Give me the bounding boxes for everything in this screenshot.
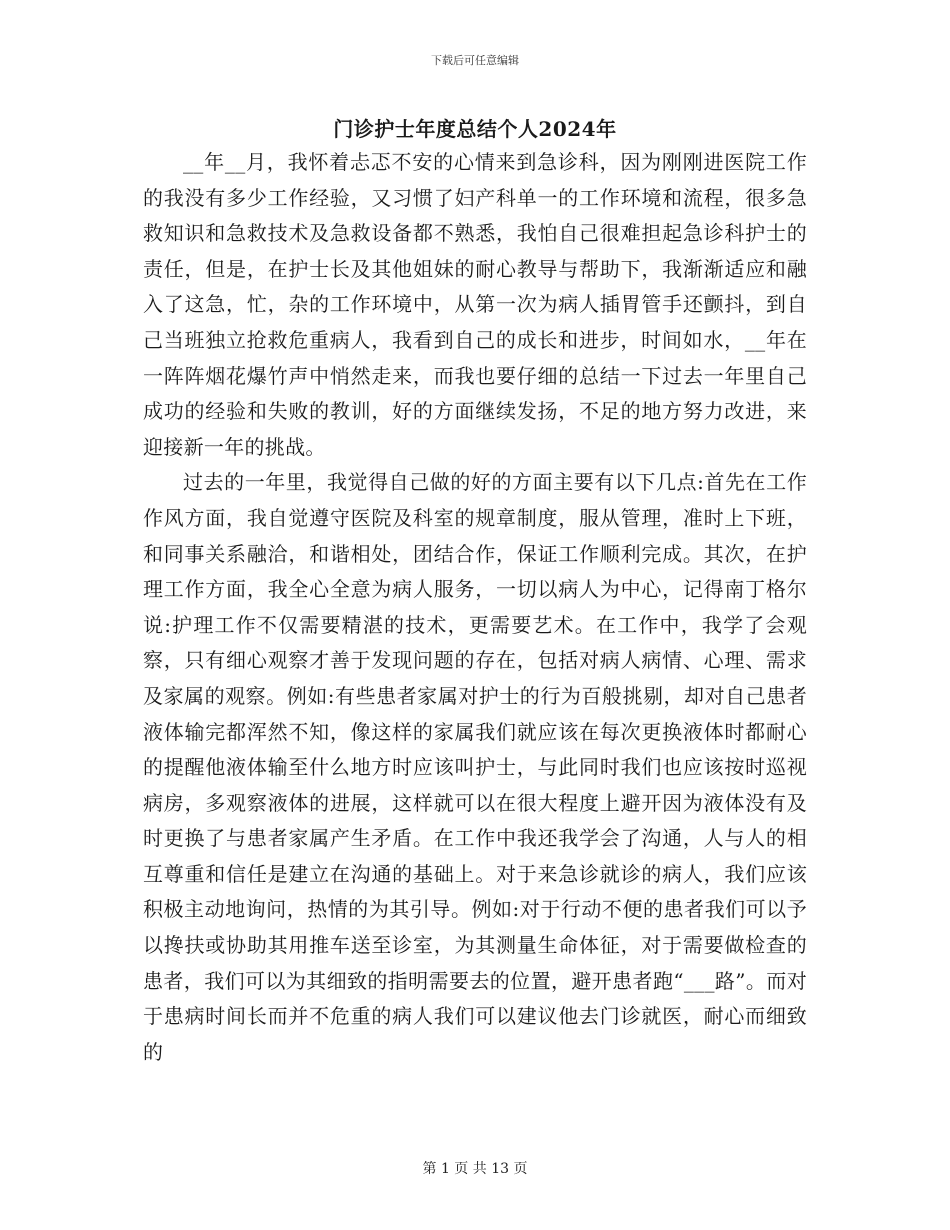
page-number: 第 1 页 共 13 页	[422, 1161, 528, 1177]
body-paragraph-1: __年__月，我怀着忐忑不安的心情来到急诊科，因为刚刚进医院工作的我没有多少工作经验，又习惯了妇产科单一的工作环境和流程，很多急救知识和急救技术及急救设备都不熟悉，我怕自己很难担起急诊科护士的责任，但是，在护士长及其他姐妹的耐心教导与帮助下，我渐渐适应和融入了这急，忙，杂的工作环境中，从第一次为病人插胃管手还颤抖，到自己当班独立抢救危重病人，我看到自己的成长和进步，时间如水，__年在一阵阵烟花爆竹声中悄然走来，而我也要仔细的总结一下过去一年里自己成功的经验和失败的教训，好的方面继续发扬，不足的地方努力改进，来迎接新一年的挑战。	[143, 150, 807, 459]
page-header-note: 下载后可任意编辑	[431, 54, 519, 67]
document-title: 门诊护士年度总结个人2024年	[333, 117, 617, 141]
document-body	[143, 145, 807, 1070]
body-paragraph-2: 过去的一年里，我觉得自己做的好的方面主要有以下几点:首先在工作作风方面，我自觉遵守医院及科室的规章制度，服从管理，准时上下班，和同事关系融洽，和谐相处，团结合作，保证工作顺利完成。其次，在护理工作方面，我全心全意为病人服务，一切以病人为中心，记得南丁格尔说:护理工作不仅需要精湛的技术，更需要艺术。在工作中，我学了会观察，只有细心观察才善于发现问题的存在，包括对病人病情、心理、需求及家属的观察。例如:有些患者家属对护士的行为百般挑剔，却对自己患者液体输完都浑然不知，像这样的家属我们就应该在每次更换液体时都耐心的提醒他液体输至什么地方时应该叫护士，与此同时我们也应该按时巡视病房，多观察液体的进展，这样就可以在很大程度上避开因为液体没有及时更换了与患者家属产生矛盾。在工作中我还我学会了沟通，人与人的相互尊重和信任是建立在沟通的基础上。对于来急诊就诊的病人，我们应该积极主动地询问，热情的为其引导。例如:对于行动不便的患者我们可以予以搀扶或协助其用推车送至诊室，为其测量生命体征，对于需要做检查的患者，我们可以为其细致的指明需要去的位置，避开患者跑“___路”。而对于患病时间长而并不危重的病人我们可以建议他去门诊就医，耐心而细致的	[143, 470, 807, 1064]
